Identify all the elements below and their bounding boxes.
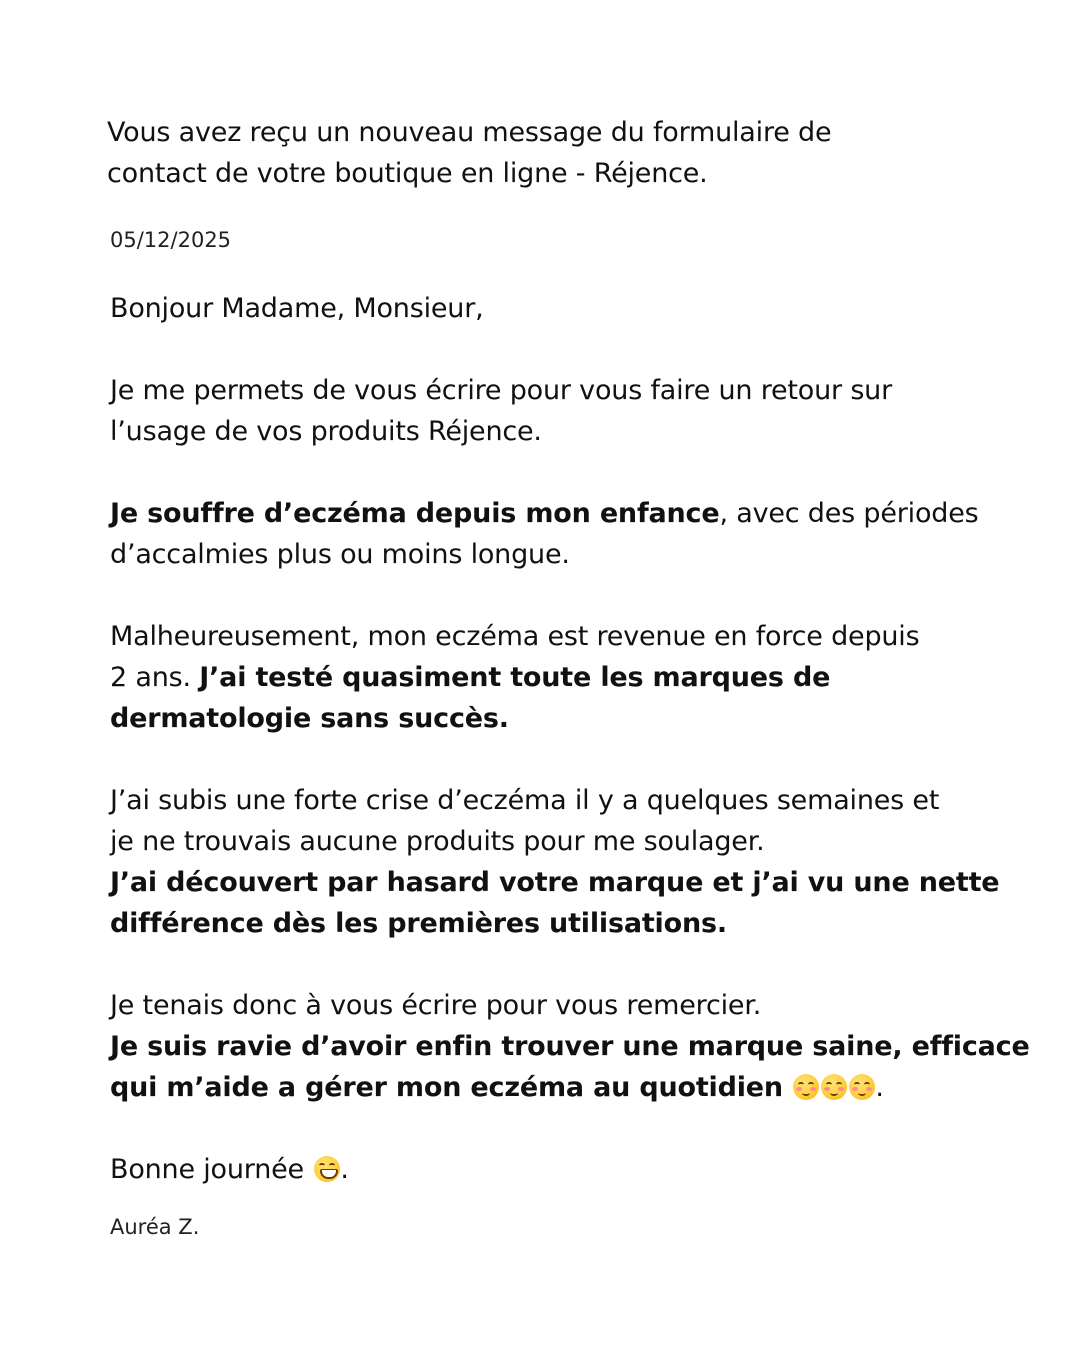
p2-rest: , avec des périodes [719, 498, 979, 529]
closing-end: . [340, 1154, 349, 1185]
p3-line-2-bold: J’ai testé quasiment toute les marques de [199, 662, 831, 693]
paragraph-discovery [110, 780, 999, 944]
beaming-face-icon [314, 1156, 340, 1182]
signature: Auréa Z. [110, 1215, 200, 1239]
paragraph-feedback [110, 370, 892, 452]
p5-line-3-bold: qui m’aide a gérer mon eczéma au quotidien [110, 1072, 783, 1103]
p1-line-2: l’usage de vos produits Réjence. [110, 416, 542, 447]
p4-line-3-bold: J’ai découvert par hasard votre marque et j’ai vu une nette [110, 867, 1000, 898]
paragraph-unsuccessful-brands [110, 616, 919, 739]
message-date: 05/12/2025 [110, 228, 232, 252]
p5-line-3-end: . [875, 1072, 884, 1103]
p2-bold: Je souffre d’eczéma depuis mon enfance [110, 498, 720, 529]
intro-line-1: Vous avez reçu un nouveau message du formulaire de [107, 117, 832, 148]
smiling-face-icon [821, 1074, 847, 1100]
p4-line-2: je ne trouvais aucune produits pour me soulager. [110, 826, 765, 857]
smiling-face-icon [793, 1074, 819, 1100]
p4-line-1: J’ai subis une forte crise d’eczéma il y a quelques semaines et [110, 785, 940, 816]
p3-line-1: Malheureusement, mon eczéma est revenue en force depuis [110, 621, 920, 652]
p4-line-4-bold: différence dès les premières utilisations. [110, 908, 727, 939]
paragraph-thanks [110, 985, 1030, 1108]
p3-line-2-start: 2 ans. [110, 662, 200, 693]
intro-text [107, 112, 831, 194]
smiling-face-icon [849, 1074, 875, 1100]
p1-line-1: Je me permets de vous écrire pour vous faire un retour sur [110, 375, 892, 406]
paragraph-eczema-history [110, 493, 978, 575]
closing [110, 1149, 349, 1190]
intro-line-2: contact de votre boutique en ligne - Réjence. [107, 158, 708, 189]
greeting: Bonjour Madame, Monsieur, [110, 293, 484, 324]
p5-line-1: Je tenais donc à vous écrire pour vous remercier. [110, 990, 762, 1021]
p2-line-2: d’accalmies plus ou moins longue. [110, 539, 570, 570]
closing-text: Bonne journée [110, 1154, 313, 1185]
p5-line-2-bold: Je suis ravie d’avoir enfin trouver une marque saine, efficace [110, 1031, 1030, 1062]
p3-line-3-bold: dermatologie sans succès. [110, 703, 509, 734]
